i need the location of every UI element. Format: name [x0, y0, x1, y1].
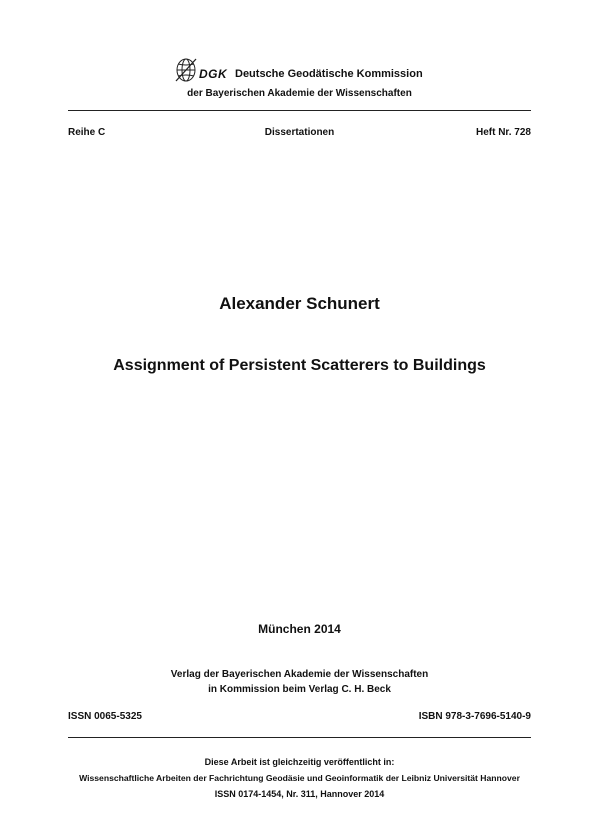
header-rule	[68, 110, 531, 111]
publisher-line-1: Verlag der Bayerischen Akademie der Wissenschaften	[170, 669, 429, 680]
thesis-title: Assignment of Persistent Scatterers to Buildings	[113, 357, 486, 374]
issn: ISSN 0065-5325	[68, 711, 142, 722]
footer-line-3: ISSN 0174-1454, Nr. 311, Hannover 2014	[214, 789, 385, 799]
logo-text: DGK	[199, 67, 228, 81]
publisher-line-2: in Kommission beim Verlag C. H. Beck	[208, 684, 391, 695]
isbn: ISBN 978-3-7696-5140-9	[418, 711, 531, 722]
footer-rule	[68, 737, 531, 738]
author-name: Alexander Schunert	[219, 294, 380, 313]
footer-line-1: Diese Arbeit ist gleichzeitig veröffentlicht in:	[204, 757, 395, 767]
org-name: Deutsche Geodätische Kommission	[235, 68, 423, 80]
series-label: Reihe C	[68, 127, 106, 138]
place-year: München 2014	[258, 622, 341, 636]
series-type: Dissertationen	[264, 127, 335, 138]
issue-number: Heft Nr. 728	[475, 127, 531, 138]
org-subtitle: der Bayerischen Akademie der Wissenschaften	[187, 88, 412, 99]
footer-line-2: Wissenschaftliche Arbeiten der Fachrichtung Geodäsie und Geoinformatik der Leibniz Universität Hannover	[79, 773, 520, 783]
